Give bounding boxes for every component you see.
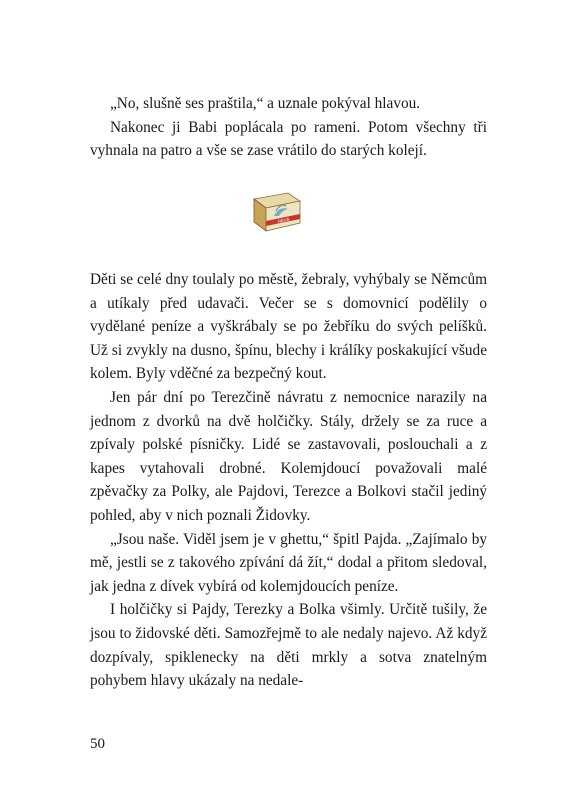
matchbox-label: NEVA: [277, 216, 290, 224]
matchbox-icon: [248, 189, 304, 235]
paragraph: „No, slušně ses praštila,“ a uznale pokýval hlavou.: [110, 95, 421, 112]
paragraph: „Jsou naše. Viděl jsem je v ghettu,“ špitl Pajda. „Zajímalo by mě, jestli se z takového zpívání dá žít,“ dodal a přitom sledoval, jak jedna z dívek vybírá od kolemjdoucích peníze.: [90, 530, 487, 595]
paragraph: I holčičky si Pajdy, Terezky a Bolka všimly. Určitě tušily, že jsou to židovské děti. Samozřejmě to ale nedaly najevo. Až když dozpívaly, spiklenecky na děti mrkly a sotva znatelným pohybem hlavy ukázaly na nedale-: [90, 601, 487, 690]
paragraph: Děti se celé dny toulaly po městě, žebraly, vyhýbaly se Němcům a utíkaly před udavači. Večer se s domovnicí podělily o vydělané peníze a vyškrábaly se po žebříku do svých pelíšků. Už si zvykly na dusno, špínu, blechy i králíky poskakující všude kolem. Byly vděčné za bezpečný kout.: [90, 271, 487, 383]
paragraph: Nakonec ji Babi poplácala po rameni. Potom všechny tři vyhnala na patro a vše se zase vrátilo do starých kolejí.: [90, 118, 487, 160]
text-section-top: [90, 92, 487, 163]
text-section-bottom: [90, 268, 487, 693]
paragraph: Jen pár dní po Terezčině návratu z nemocnice narazily na jednom z dvorků na dvě holčičky. Stály, držely se za ruce a zpívaly polské písničky. Lidé se zastavovali, poslouchali a z kapes vytahovali drobné. Kolemjdoucí považovali malé zpěvačky za Polky, ale Pajdovi, Terezce a Bolkovi stačil jediný pohled, aby v nich poznali Židovky.: [90, 388, 487, 524]
page-number: 50: [90, 736, 105, 752]
